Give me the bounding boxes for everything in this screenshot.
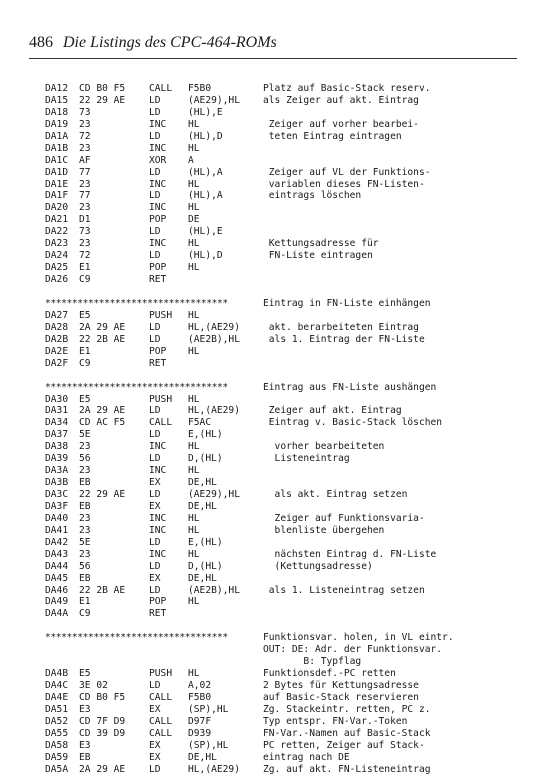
- hex-bytes: CD 39 D9: [79, 727, 126, 739]
- address: DA46: [45, 584, 69, 596]
- address: DA51: [45, 703, 69, 715]
- listing-line: [45, 310, 525, 322]
- mnemonic: EX: [149, 500, 161, 512]
- address: DA3C: [45, 489, 69, 500]
- operand: F5B0: [188, 692, 212, 703]
- mnemonic: INC: [149, 441, 167, 453]
- operand: HL: [188, 202, 200, 214]
- operand: (HL),E: [188, 106, 223, 118]
- operand: HL: [188, 441, 200, 453]
- address: DA1B: [45, 142, 69, 154]
- mnemonic: PUSH: [149, 309, 173, 321]
- hex-bytes: EB: [79, 572, 91, 584]
- hex-bytes: 23: [79, 512, 91, 524]
- separator-stars: **********************************: [45, 381, 228, 393]
- operand: HL: [188, 465, 200, 477]
- hex-bytes: E5: [79, 668, 91, 680]
- comment: FN-Liste eintragen: [263, 250, 373, 262]
- address: DA2F: [45, 357, 69, 369]
- address: DA28: [45, 321, 69, 333]
- operand: E,(HL): [188, 429, 223, 441]
- listing-gap: [45, 370, 525, 382]
- address: DA1A: [45, 130, 69, 142]
- address: DA20: [45, 202, 69, 214]
- hex-bytes: 73: [79, 226, 91, 238]
- hex-bytes: 2A 29 AE: [79, 763, 126, 775]
- listing-line: [45, 668, 525, 680]
- hex-bytes: 73: [79, 106, 91, 118]
- listing-line: [45, 274, 525, 286]
- operand: D97F: [188, 715, 212, 727]
- operand: (HL),A: [188, 166, 223, 178]
- operand: DE,HL: [188, 500, 217, 512]
- operand: D,(HL): [188, 453, 223, 465]
- page-title: Die Listings des CPC-464-ROMs: [63, 34, 277, 51]
- listing-line: [45, 573, 525, 585]
- operand: (AE2B),HL: [188, 333, 240, 345]
- operand: F5AC: [188, 417, 212, 429]
- operand: HL: [188, 596, 200, 608]
- operand: HL: [188, 548, 200, 560]
- operand: HL: [188, 524, 200, 536]
- listing-line: [45, 453, 525, 465]
- mnemonic: INC: [149, 524, 167, 536]
- comment: als 1. Eintrag der FN-Liste: [263, 333, 425, 345]
- listing-line: [45, 107, 525, 119]
- comment: als 1. Listeneintrag setzen: [263, 584, 425, 596]
- listing-line: [45, 131, 525, 143]
- listing-line: [45, 202, 525, 214]
- mnemonic: INC: [149, 142, 167, 154]
- operand: HL: [188, 178, 200, 190]
- comment: variablen dieses FN-Listen-: [263, 178, 425, 190]
- comment: OUT: DE: Adr. der Funktionsvar.: [263, 644, 443, 656]
- mnemonic: RET: [149, 274, 167, 285]
- hex-bytes: E1: [79, 596, 91, 608]
- mnemonic: LD: [149, 584, 161, 596]
- comment: als akt. Eintrag setzen: [263, 489, 408, 500]
- listing-line: [45, 561, 525, 573]
- section-header-line: [45, 382, 525, 394]
- comment: Eintrag aus FN-Liste aushängen: [263, 381, 437, 393]
- comment: Zg. auf akt. FN-Listeneintrag: [263, 763, 431, 775]
- section-header-line: [45, 632, 525, 644]
- operand: (HL),D: [188, 250, 223, 262]
- hex-bytes: CD B0 F5: [79, 83, 126, 94]
- comment: Zeiger auf vorher bearbei-: [263, 118, 419, 130]
- operand: DE,HL: [188, 572, 217, 584]
- hex-bytes: 72: [79, 250, 91, 262]
- mnemonic: LD: [149, 560, 161, 572]
- address: DA25: [45, 262, 69, 274]
- address: DA31: [45, 405, 69, 417]
- hex-bytes: E1: [79, 345, 91, 357]
- comment: nächsten Eintrag d. FN-Liste: [263, 548, 437, 560]
- operand: DE,HL: [188, 751, 217, 763]
- mnemonic: XOR: [149, 154, 167, 166]
- listing-line: [45, 644, 525, 656]
- mnemonic: LD: [149, 453, 161, 465]
- mnemonic: LD: [149, 190, 161, 202]
- address: DA59: [45, 751, 69, 763]
- hex-bytes: 22 29 AE: [79, 489, 126, 500]
- address: DA38: [45, 441, 69, 453]
- listing-line: [45, 238, 525, 250]
- comment: (Kettungsadresse): [263, 560, 373, 572]
- operand: HL,(AE29): [188, 405, 240, 417]
- hex-bytes: CD 7F D9: [79, 715, 126, 727]
- listing-line: [45, 608, 525, 620]
- listing-line: [45, 549, 525, 561]
- listing-line: [45, 692, 525, 704]
- comment: Kettungsadresse für: [263, 238, 379, 250]
- hex-bytes: 22 29 AE: [79, 94, 126, 106]
- listing-line: [45, 179, 525, 191]
- mnemonic: EX: [149, 572, 161, 584]
- address: DA55: [45, 727, 69, 739]
- operand: A: [188, 154, 194, 166]
- comment: als Zeiger auf akt. Eintrag: [263, 94, 419, 106]
- hex-bytes: EB: [79, 500, 91, 512]
- hex-bytes: CD AC F5: [79, 417, 126, 429]
- address: DA24: [45, 250, 69, 262]
- listing-line: [45, 143, 525, 155]
- comment: blenliste übergehen: [263, 524, 385, 536]
- hex-bytes: 56: [79, 560, 91, 572]
- header-rule: [29, 58, 517, 59]
- hex-bytes: 5E: [79, 429, 91, 441]
- mnemonic: INC: [149, 465, 167, 477]
- operand: HL: [188, 512, 200, 524]
- comment: Platz auf Basic-Stack reserv.: [263, 83, 431, 94]
- operand: (HL),A: [188, 190, 223, 202]
- mnemonic: INC: [149, 202, 167, 214]
- listing-line: [45, 394, 525, 406]
- hex-bytes: EB: [79, 751, 91, 763]
- address: DA30: [45, 393, 69, 405]
- listing-line: [45, 262, 525, 274]
- address: DA4C: [45, 680, 69, 692]
- mnemonic: LD: [149, 321, 161, 333]
- hex-bytes: AF: [79, 154, 91, 166]
- mnemonic: LD: [149, 763, 161, 775]
- operand: HL: [188, 142, 200, 154]
- hex-bytes: 23: [79, 465, 91, 477]
- listing-line: [45, 764, 525, 776]
- hex-bytes: E1: [79, 262, 91, 274]
- hex-bytes: 2A 29 AE: [79, 321, 126, 333]
- operand: HL: [188, 238, 200, 250]
- mnemonic: LD: [149, 489, 161, 500]
- mnemonic: LD: [149, 226, 161, 238]
- mnemonic: PUSH: [149, 393, 173, 405]
- separator-stars: **********************************: [45, 632, 228, 644]
- operand: (AE2B),HL: [188, 584, 240, 596]
- hex-bytes: C9: [79, 608, 91, 620]
- address: DA23: [45, 238, 69, 250]
- operand: D,(HL): [188, 560, 223, 572]
- listing-line: [45, 322, 525, 334]
- mnemonic: CALL: [149, 83, 173, 94]
- comment: Typ entspr. FN-Var.-Token: [263, 715, 408, 727]
- listing-line: [45, 656, 525, 668]
- hex-bytes: 72: [79, 130, 91, 142]
- operand: HL: [188, 668, 200, 680]
- listing-line: [45, 465, 525, 477]
- mnemonic: INC: [149, 178, 167, 190]
- hex-bytes: CD B0 F5: [79, 692, 126, 703]
- operand: HL,(AE29): [188, 321, 240, 333]
- mnemonic: POP: [149, 214, 167, 226]
- hex-bytes: C9: [79, 274, 91, 285]
- address: DA26: [45, 274, 69, 285]
- listing-line: [45, 214, 525, 226]
- comment: Eintrag v. Basic-Stack löschen: [263, 417, 443, 429]
- listing-line: [45, 537, 525, 549]
- listing-line: [45, 417, 525, 429]
- address: DA52: [45, 715, 69, 727]
- comment: Funktionsvar. holen, in VL eintr.: [263, 632, 454, 644]
- address: DA27: [45, 309, 69, 321]
- listing-line: [45, 226, 525, 238]
- address: DA15: [45, 94, 69, 106]
- address: DA49: [45, 596, 69, 608]
- mnemonic: INC: [149, 548, 167, 560]
- listing-line: [45, 358, 525, 370]
- address: DA5A: [45, 763, 69, 775]
- address: DA1C: [45, 154, 69, 166]
- assembly-listing: [45, 83, 525, 776]
- comment: Zg. Stackeintr. retten, PC z.: [263, 703, 431, 715]
- operand: HL: [188, 309, 200, 321]
- listing-line: [45, 119, 525, 131]
- mnemonic: CALL: [149, 715, 173, 727]
- operand: HL: [188, 345, 200, 357]
- listing-line: [45, 596, 525, 608]
- mnemonic: INC: [149, 118, 167, 130]
- operand: HL,(AE29): [188, 763, 240, 775]
- comment: teten Eintrag eintragen: [263, 130, 402, 142]
- mnemonic: POP: [149, 262, 167, 274]
- comment: 2 Bytes für Kettungsadresse: [263, 680, 419, 692]
- address: DA1E: [45, 178, 69, 190]
- listing-line: [45, 513, 525, 525]
- hex-bytes: 23: [79, 118, 91, 130]
- listing-line: [45, 95, 525, 107]
- listing-gap: [45, 286, 525, 298]
- mnemonic: LD: [149, 536, 161, 548]
- listing-line: [45, 429, 525, 441]
- listing-line: [45, 704, 525, 716]
- listing-line: [45, 250, 525, 262]
- mnemonic: LD: [149, 166, 161, 178]
- listing-line: [45, 728, 525, 740]
- hex-bytes: E3: [79, 703, 91, 715]
- hex-bytes: E3: [79, 739, 91, 751]
- listing-line: [45, 680, 525, 692]
- mnemonic: LD: [149, 250, 161, 262]
- hex-bytes: EB: [79, 477, 91, 489]
- separator-stars: **********************************: [45, 297, 228, 309]
- mnemonic: LD: [149, 94, 161, 106]
- mnemonic: PUSH: [149, 668, 173, 680]
- section-header-line: [45, 298, 525, 310]
- hex-bytes: 23: [79, 548, 91, 560]
- listing-line: [45, 346, 525, 358]
- hex-bytes: 3E 02: [79, 680, 108, 692]
- listing-line: [45, 489, 525, 501]
- mnemonic: CALL: [149, 727, 173, 739]
- listing-line: [45, 752, 525, 764]
- mnemonic: LD: [149, 680, 161, 692]
- address: DA58: [45, 739, 69, 751]
- operand: (SP),HL: [188, 703, 229, 715]
- hex-bytes: C9: [79, 357, 91, 369]
- operand: D939: [188, 727, 212, 739]
- mnemonic: LD: [149, 333, 161, 345]
- operand: A,02: [188, 680, 212, 692]
- operand: HL: [188, 118, 200, 130]
- hex-bytes: 23: [79, 524, 91, 536]
- address: DA41: [45, 524, 69, 536]
- comment: FN-Var.-Namen auf Basic-Stack: [263, 727, 431, 739]
- comment: Funktionsdef.-PC retten: [263, 668, 396, 680]
- hex-bytes: 22 2B AE: [79, 333, 126, 345]
- operand: E,(HL): [188, 536, 223, 548]
- listing-line: [45, 441, 525, 453]
- address: DA1F: [45, 190, 69, 202]
- operand: HL: [188, 393, 200, 405]
- address: DA42: [45, 536, 69, 548]
- comment: eintrag nach DE: [263, 751, 350, 763]
- address: DA4B: [45, 668, 69, 680]
- address: DA40: [45, 512, 69, 524]
- operand: F5B0: [188, 83, 212, 94]
- hex-bytes: E5: [79, 393, 91, 405]
- listing-line: [45, 716, 525, 728]
- hex-bytes: 22 2B AE: [79, 584, 126, 596]
- operand: DE: [188, 214, 200, 226]
- hex-bytes: 23: [79, 441, 91, 453]
- comment: Listeneintrag: [263, 453, 350, 465]
- hex-bytes: 5E: [79, 536, 91, 548]
- comment: B: Typflag: [263, 656, 362, 668]
- comment: Eintrag in FN-Liste einhängen: [263, 297, 431, 309]
- address: DA43: [45, 548, 69, 560]
- hex-bytes: 23: [79, 142, 91, 154]
- address: DA4E: [45, 692, 69, 703]
- operand: (AE29),HL: [188, 489, 240, 500]
- mnemonic: CALL: [149, 417, 173, 429]
- hex-bytes: E5: [79, 309, 91, 321]
- listing-line: [45, 740, 525, 752]
- address: DA45: [45, 572, 69, 584]
- address: DA1D: [45, 166, 69, 178]
- address: DA44: [45, 560, 69, 572]
- page-header: [29, 34, 517, 58]
- comment: Zeiger auf VL der Funktions-: [263, 166, 431, 178]
- address: DA2E: [45, 345, 69, 357]
- comment: vorher bearbeiteten: [263, 441, 385, 453]
- listing-line: [45, 501, 525, 513]
- listing-gap: [45, 620, 525, 632]
- address: DA21: [45, 214, 69, 226]
- comment: Zeiger auf akt. Eintrag: [263, 405, 402, 417]
- hex-bytes: 56: [79, 453, 91, 465]
- address: DA2B: [45, 333, 69, 345]
- mnemonic: INC: [149, 238, 167, 250]
- listing-line: [45, 405, 525, 417]
- mnemonic: POP: [149, 345, 167, 357]
- comment: akt. berarbeiteten Eintrag: [263, 321, 419, 333]
- address: DA18: [45, 106, 69, 118]
- hex-bytes: 23: [79, 178, 91, 190]
- address: DA3F: [45, 500, 69, 512]
- listing-line: [45, 334, 525, 346]
- comment: Zeiger auf Funktionsvaria-: [263, 512, 425, 524]
- comment: PC retten, Zeiger auf Stack-: [263, 739, 425, 751]
- listing-line: [45, 585, 525, 597]
- operand: HL: [188, 262, 200, 274]
- mnemonic: EX: [149, 703, 161, 715]
- operand: (HL),D: [188, 130, 223, 142]
- listing-line: [45, 477, 525, 489]
- address: DA19: [45, 118, 69, 130]
- listing-line: [45, 83, 525, 95]
- mnemonic: EX: [149, 477, 161, 489]
- operand: (AE29),HL: [188, 94, 240, 106]
- comment: auf Basic-Stack reservieren: [263, 692, 419, 703]
- address: DA3B: [45, 477, 69, 489]
- mnemonic: EX: [149, 739, 161, 751]
- hex-bytes: 23: [79, 202, 91, 214]
- mnemonic: LD: [149, 130, 161, 142]
- listing-line: [45, 190, 525, 202]
- mnemonic: INC: [149, 512, 167, 524]
- mnemonic: RET: [149, 608, 167, 620]
- hex-bytes: 77: [79, 190, 91, 202]
- comment: eintrags löschen: [263, 190, 362, 202]
- address: DA39: [45, 453, 69, 465]
- listing-line: [45, 167, 525, 179]
- mnemonic: LD: [149, 429, 161, 441]
- listing-line: [45, 155, 525, 167]
- hex-bytes: 77: [79, 166, 91, 178]
- mnemonic: RET: [149, 357, 167, 369]
- address: DA4A: [45, 608, 69, 620]
- address: DA22: [45, 226, 69, 238]
- mnemonic: POP: [149, 596, 167, 608]
- mnemonic: CALL: [149, 692, 173, 703]
- hex-bytes: 23: [79, 238, 91, 250]
- address: DA12: [45, 83, 69, 94]
- mnemonic: EX: [149, 751, 161, 763]
- page-number: 486: [29, 34, 53, 51]
- operand: (HL),E: [188, 226, 223, 238]
- address: DA37: [45, 429, 69, 441]
- operand: DE,HL: [188, 477, 217, 489]
- operand: (SP),HL: [188, 739, 229, 751]
- address: DA34: [45, 417, 69, 429]
- hex-bytes: 2A 29 AE: [79, 405, 126, 417]
- listing-line: [45, 525, 525, 537]
- mnemonic: LD: [149, 106, 161, 118]
- hex-bytes: D1: [79, 214, 91, 226]
- address: DA3A: [45, 465, 69, 477]
- mnemonic: LD: [149, 405, 161, 417]
